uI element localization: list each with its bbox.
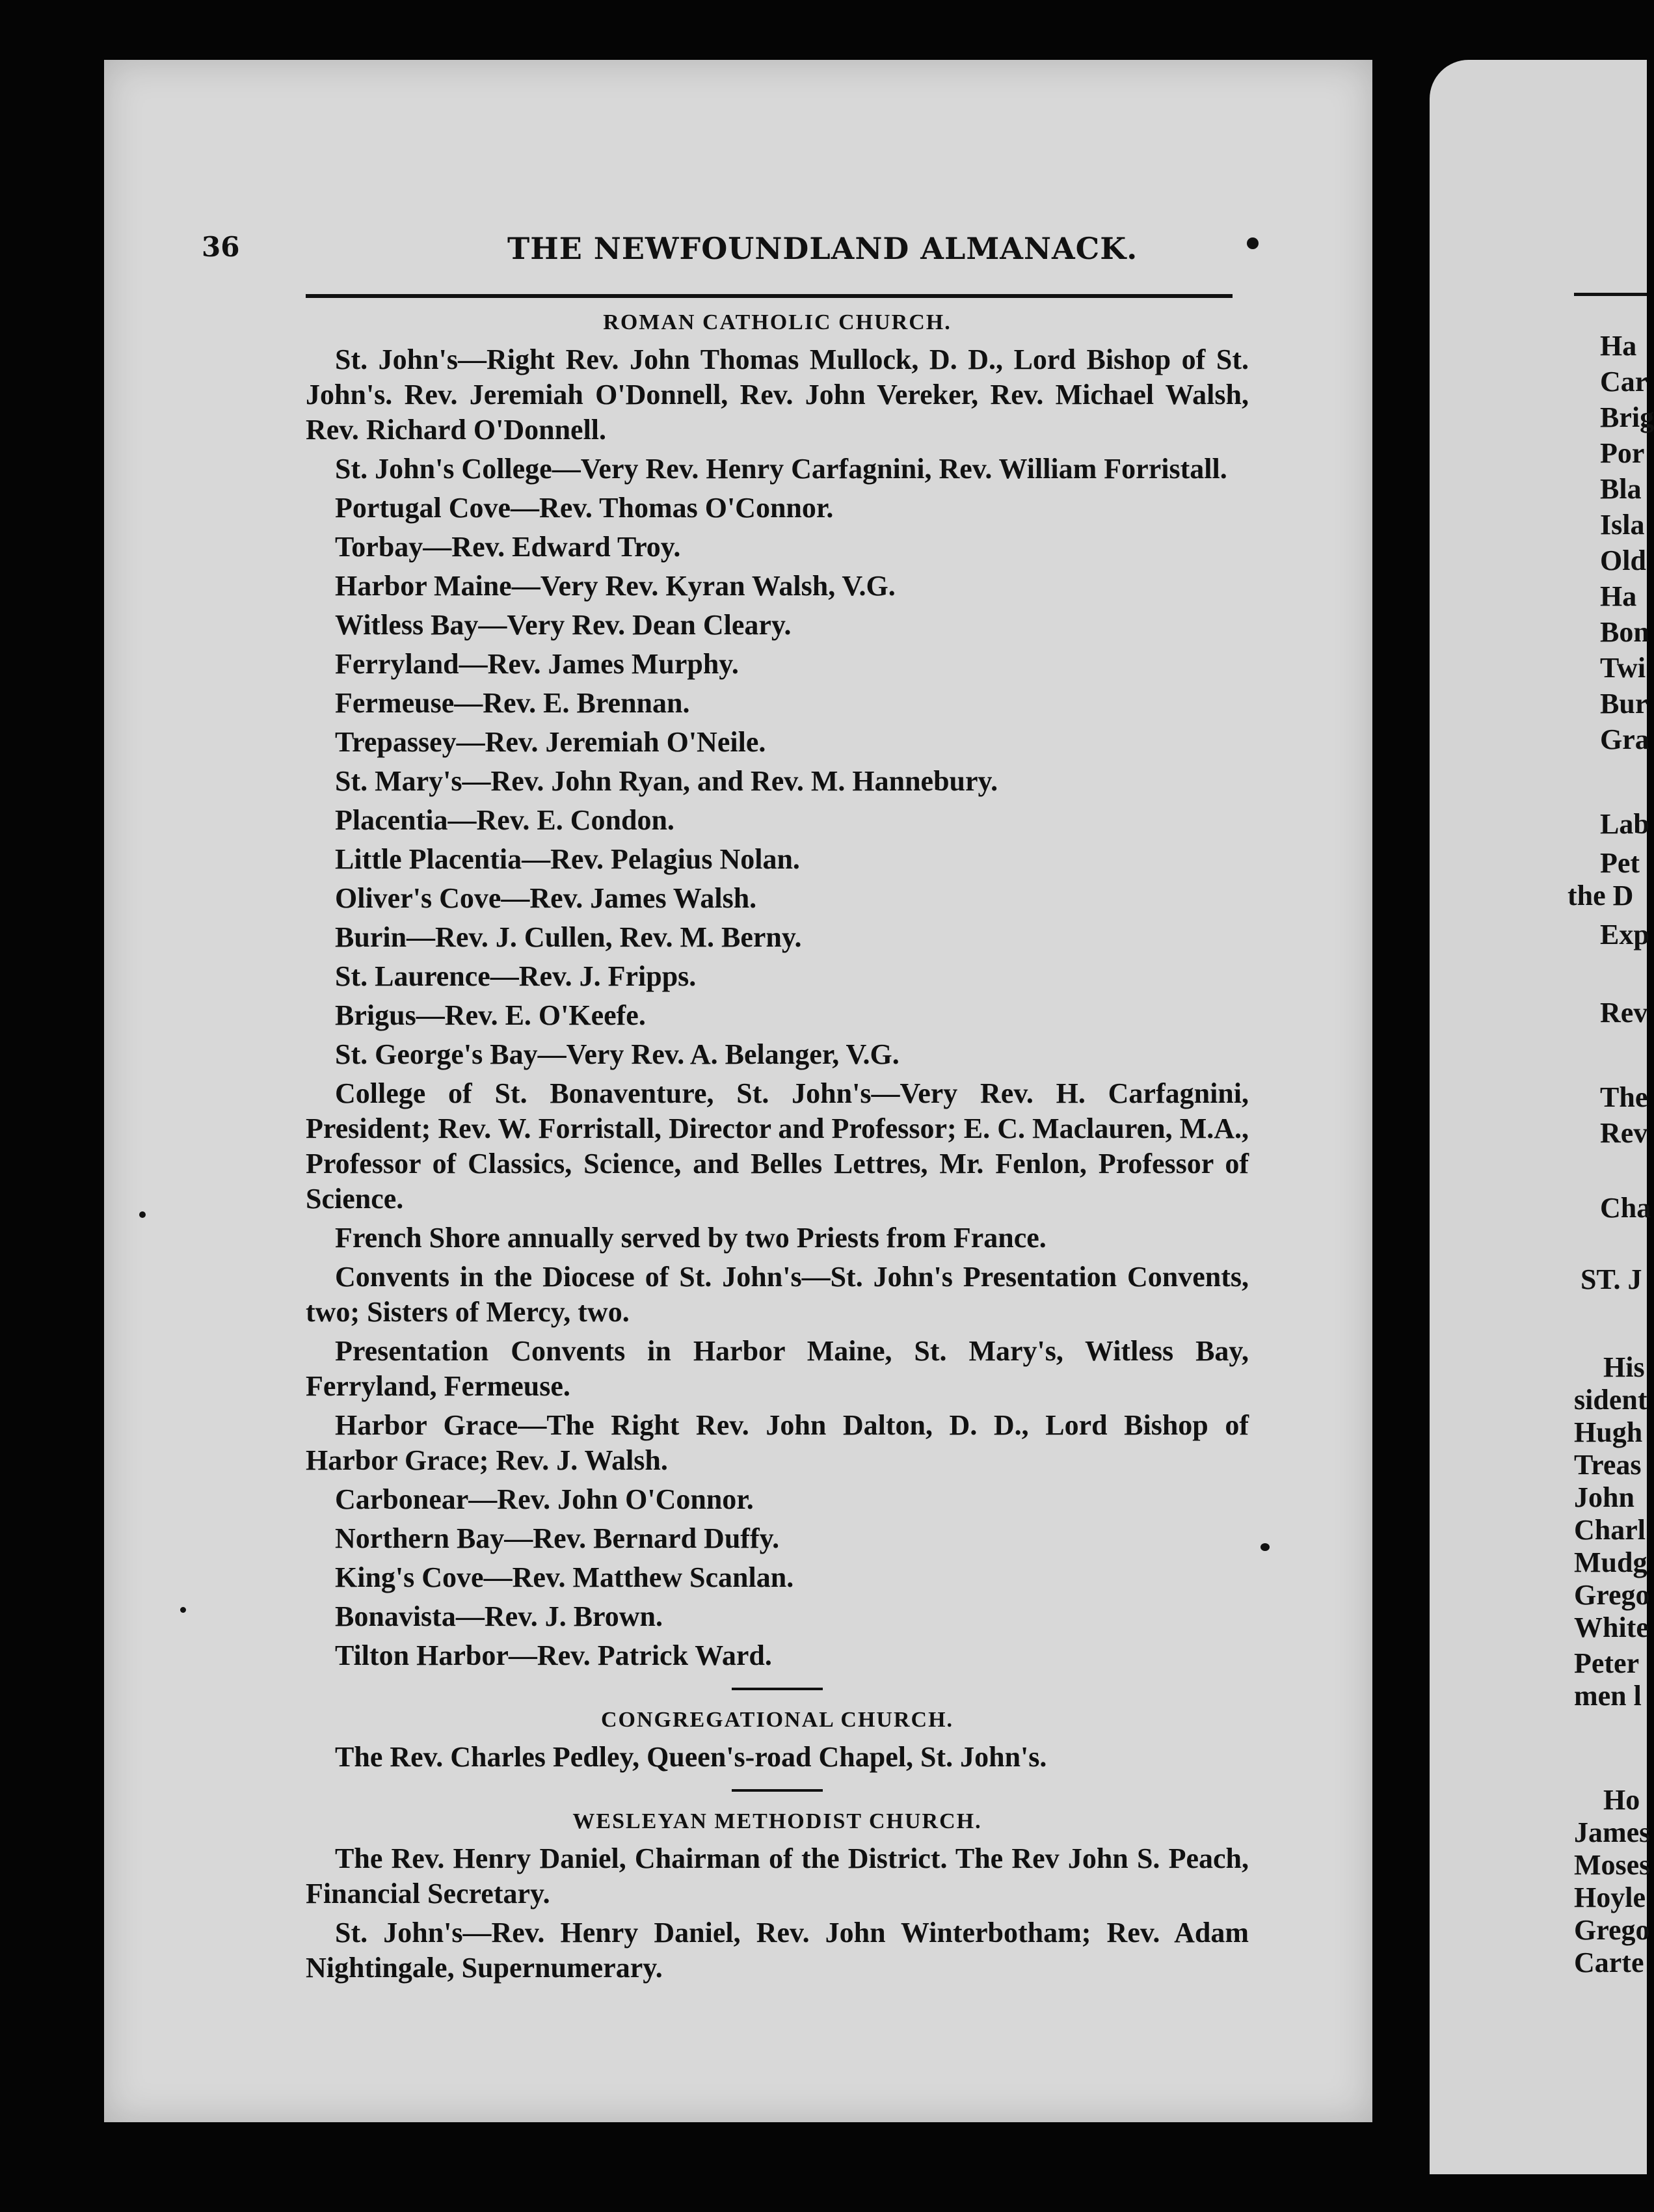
- right-page-fragment: Hoyle: [1574, 1882, 1646, 1913]
- directory-entry: Torbay—Rev. Edward Troy.: [335, 531, 681, 563]
- directory-entry: King's Cove—Rev. Matthew Scanlan.: [335, 1561, 794, 1593]
- section-divider: [732, 1789, 823, 1792]
- right-page-fragment: Bla: [1600, 473, 1642, 505]
- directory-entry: Presentation Convents in Harbor Maine, St. Mary's, Witless Bay, Ferryland, Fermeuse.: [306, 1335, 1249, 1402]
- right-page-fragment: Ha: [1600, 330, 1637, 362]
- text-column: [306, 306, 1249, 1989]
- right-page-fragment: Twi: [1600, 652, 1646, 684]
- right-page-fragment: James: [1574, 1816, 1651, 1848]
- page-header: [202, 231, 1236, 270]
- right-page-fragment: Car: [1600, 366, 1648, 398]
- section-heading-roman-catholic: ROMAN CATHOLIC CHURCH.: [603, 310, 952, 334]
- right-page-fragment: men l: [1574, 1680, 1642, 1712]
- right-page-fragment: Bon: [1600, 616, 1649, 648]
- directory-entry: Trepassey—Rev. Jeremiah O'Neile.: [335, 726, 766, 758]
- right-page-fragment: Treas: [1574, 1449, 1642, 1481]
- directory-entry: Little Placentia—Rev. Pelagius Nolan.: [335, 843, 800, 875]
- directory-entry: Harbor Maine—Very Rev. Kyran Walsh, V.G.: [335, 570, 896, 602]
- directory-entry: Ferryland—Rev. James Murphy.: [335, 648, 739, 680]
- directory-entry: St. Mary's—Rev. John Ryan, and Rev. M. Hannebury.: [335, 765, 998, 797]
- running-title: THE NEWFOUNDLAND ALMANACK.: [507, 231, 1138, 266]
- directory-entry: The Rev. Henry Daniel, Chairman of the District. The Rev John S. Peach, Financial Secretary.: [306, 1842, 1249, 1909]
- right-page-fragment: Cha: [1600, 1192, 1651, 1224]
- right-page-fragment: Carte: [1574, 1947, 1644, 1978]
- directory-entry: St. Laurence—Rev. J. Fripps.: [335, 960, 697, 992]
- directory-entry: College of St. Bonaventure, St. John's—Very Rev. H. Carfagnini, President; Rev. W. Forristall, Director and Professor; E. C. Maclauren, M.A., Professor of Classics, Science, and Belles Lettres, Mr. Fenlon, Professor of Science.: [306, 1077, 1249, 1215]
- directory-entry: Tilton Harbor—Rev. Patrick Ward.: [335, 1639, 772, 1671]
- right-page-fragment: Ha: [1600, 580, 1637, 612]
- directory-entry: Burin—Rev. J. Cullen, Rev. M. Berny.: [335, 921, 802, 953]
- directory-entry: Brigus—Rev. E. O'Keefe.: [335, 999, 646, 1031]
- directory-entry: Fermeuse—Rev. E. Brennan.: [335, 687, 690, 719]
- right-page-fragment: Rev: [1600, 997, 1648, 1029]
- margin-ink-mark: [180, 1607, 186, 1613]
- directory-entry: Convents in the Diocese of St. John's—St. John's Presentation Convents, two; Sisters of Mercy, two.: [306, 1261, 1249, 1328]
- right-page-fragment: ST. J: [1581, 1263, 1642, 1295]
- right-page-fragment: Gra: [1600, 723, 1649, 755]
- right-page-fragment: Lab: [1600, 808, 1649, 840]
- directory-entry: Northern Bay—Rev. Bernard Duffy.: [335, 1522, 780, 1554]
- right-page-fragment: Grego: [1574, 1914, 1650, 1946]
- right-page-fragment: Isla: [1600, 509, 1645, 541]
- header-rule: [306, 294, 1233, 298]
- directory-entry: Witless Bay—Very Rev. Dean Cleary.: [335, 609, 792, 641]
- right-page-fragment: White: [1574, 1612, 1649, 1643]
- right-page-fragment: John: [1574, 1481, 1634, 1513]
- right-page-fragment: His: [1603, 1351, 1645, 1383]
- right-page-fragment: Charl: [1574, 1514, 1646, 1546]
- margin-ink-mark: [139, 1211, 146, 1218]
- right-page-fragment: Bur: [1600, 688, 1648, 720]
- right-page-fragment: Brig: [1600, 401, 1654, 433]
- directory-entry: St. John's—Rev. Henry Daniel, Rev. John Winterbotham; Rev. Adam Nightingale, Supernumerary.: [306, 1917, 1249, 1984]
- directory-entry: Oliver's Cove—Rev. James Walsh.: [335, 882, 757, 914]
- right-page-fragment: Rev: [1600, 1117, 1648, 1149]
- directory-entry: Bonavista—Rev. J. Brown.: [335, 1600, 663, 1632]
- directory-entry: The Rev. Charles Pedley, Queen's-road Chapel, St. John's.: [335, 1741, 1047, 1773]
- roman-catholic-list: [306, 342, 1249, 1673]
- right-page-fragment: Peter: [1574, 1647, 1640, 1679]
- wesleyan-list: [306, 1841, 1249, 1986]
- right-page-fragment: Hugh: [1574, 1416, 1643, 1448]
- directory-entry: French Shore annually served by two Priests from France.: [335, 1222, 1047, 1254]
- right-page-fragment: sident: [1574, 1384, 1647, 1416]
- directory-entry: Carbonear—Rev. John O'Connor.: [335, 1483, 754, 1515]
- right-page-fragment: Mudg: [1574, 1546, 1647, 1578]
- section-heading-wesleyan: WESLEYAN METHODIST CHURCH.: [572, 1809, 982, 1833]
- directory-entry: Portugal Cove—Rev. Thomas O'Connor.: [335, 492, 834, 524]
- right-page-fragment: The: [1600, 1081, 1648, 1113]
- directory-entry: Placentia—Rev. E. Condon.: [335, 804, 674, 836]
- congregational-list: [306, 1740, 1249, 1775]
- right-page-fragment: Ho: [1603, 1784, 1640, 1816]
- right-page-fragment: Old: [1600, 545, 1646, 576]
- right-page-fragment: Moses: [1574, 1849, 1651, 1881]
- page-number: 36: [202, 231, 240, 263]
- directory-entry: Harbor Grace—The Right Rev. John Dalton, D. D., Lord Bishop of Harbor Grace; Rev. J. Walsh.: [306, 1409, 1249, 1476]
- section-heading-congregational: CONGREGATIONAL CHURCH.: [600, 1708, 954, 1732]
- right-page-fragment: Pet: [1600, 847, 1640, 879]
- header-ornament-dot: [1247, 237, 1259, 249]
- directory-entry: St. John's—Right Rev. John Thomas Mullock, D. D., Lord Bishop of St. John's. Rev. Jeremiah O'Donnell, Rev. John Vereker, Rev. Michael Walsh, Rev. Richard O'Donnell.: [306, 344, 1249, 446]
- right-page-fragment: the D: [1567, 880, 1634, 911]
- margin-ink-mark: [1261, 1543, 1270, 1551]
- right-page-fragment: Grego: [1574, 1579, 1650, 1611]
- right-page-fragment: Exp: [1600, 919, 1649, 951]
- right-page-fragment: Por: [1600, 437, 1645, 469]
- right-page-rule: [1574, 293, 1647, 296]
- directory-entry: St. George's Bay—Very Rev. A. Belanger, V.G.: [335, 1038, 900, 1070]
- directory-entry: St. John's College—Very Rev. Henry Carfagnini, Rev. William Forristall.: [335, 453, 1227, 485]
- section-divider: [732, 1688, 823, 1690]
